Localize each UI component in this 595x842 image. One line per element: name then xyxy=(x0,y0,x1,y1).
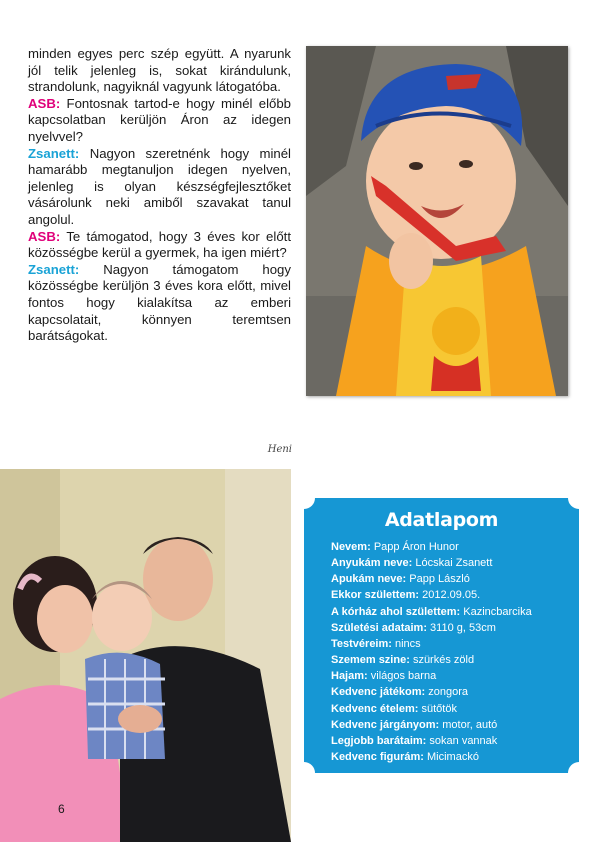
profile-field xyxy=(331,749,571,765)
author-signature: Heni xyxy=(267,444,292,455)
profile-field xyxy=(331,555,571,571)
baby-photo xyxy=(306,46,568,396)
profile-field xyxy=(331,620,571,636)
card-corner-notch xyxy=(568,487,590,509)
profile-field xyxy=(331,652,571,668)
field-label: Nevem: xyxy=(331,541,371,553)
profile-card xyxy=(304,498,579,773)
field-value: nincs xyxy=(395,637,421,650)
interview-answer xyxy=(28,146,291,229)
field-value: motor, autó xyxy=(442,718,498,731)
field-value: sokan vannak xyxy=(429,734,498,747)
field-label: Kedvenc figurám: xyxy=(331,751,424,764)
field-label: Apukám neve: xyxy=(331,573,407,586)
field-value: Papp László xyxy=(409,573,470,586)
card-corner-notch xyxy=(293,762,315,784)
field-value: Micimackó xyxy=(426,751,479,764)
field-label: Kedvenc ételem: xyxy=(331,702,419,715)
field-label: Anyukám neve: xyxy=(331,557,413,570)
speaker-label-asb: ASB: xyxy=(28,95,61,111)
profile-field xyxy=(331,539,571,555)
profile-field xyxy=(331,604,571,620)
profile-field xyxy=(331,733,571,749)
page-number: 6 xyxy=(58,802,65,816)
card-corner-notch xyxy=(568,762,590,784)
card-corner-notch xyxy=(293,487,315,509)
field-label: A kórház ahol születtem: xyxy=(331,605,461,618)
speaker-label-asb: ASB: xyxy=(28,228,61,244)
field-label: Legjobb barátaim: xyxy=(331,734,427,747)
field-value: Lócskai Zsanett xyxy=(415,557,493,570)
profile-field xyxy=(331,668,571,684)
field-label: Hajam: xyxy=(331,670,368,683)
profile-fields-list xyxy=(331,539,571,765)
field-label: Kedvenc játékom: xyxy=(331,686,426,699)
interview-question xyxy=(28,229,291,262)
field-value: zongora xyxy=(428,686,468,699)
interview-answer xyxy=(28,262,291,345)
field-value: 3110 g, 53cm xyxy=(430,621,496,634)
field-label: Kedvenc járgányom: xyxy=(331,718,440,731)
profile-field xyxy=(331,717,571,733)
interview-text xyxy=(28,46,291,345)
field-label: Szemem szine: xyxy=(331,654,410,667)
family-photo xyxy=(0,469,291,842)
field-value: Kazincbarcika xyxy=(463,605,532,618)
profile-card-title: Adatlapom xyxy=(384,509,499,531)
question-text: Te támogatod, hogy 3 éves kor előtt közösségbe kerül a gyermek, ha igen miért? xyxy=(28,228,291,261)
field-value: 2012.09.05. xyxy=(422,589,481,602)
interview-intro: minden egyes perc szép együtt. A nyarunk jól telik jelenleg is, sokat kirándulunk, strandolunk, nagyiknál vagyunk látogatóba. xyxy=(28,46,291,95)
field-value: világos barna xyxy=(370,670,437,683)
field-label: Ekkor születtem: xyxy=(331,589,420,602)
field-label: Testvéreim: xyxy=(331,637,392,650)
profile-field xyxy=(331,571,571,587)
question-text: Fontosnak tartod-e hogy minél előbb kapcsolatban kerüljön Áron az idegen nyelvvel? xyxy=(28,95,292,144)
profile-field xyxy=(331,636,571,652)
profile-field xyxy=(331,587,571,603)
profile-field xyxy=(331,701,571,717)
field-value: Papp Áron Hunor xyxy=(373,541,459,553)
field-value: sütőtök xyxy=(421,702,457,715)
speaker-label-zsanett: Zsanett: xyxy=(28,145,80,161)
field-value: szürkés zöld xyxy=(412,654,475,667)
profile-field xyxy=(331,684,571,700)
field-label: Születési adataim: xyxy=(331,621,427,634)
answer-text: Nagyon szeretnénk hogy minél hamarább megtanuljon idegen nyelven, jelenleg is olyan készségfejlesztőket vásárolunk neki amiből szavakat tanul angolul. xyxy=(28,145,291,227)
answer-text: Nagyon támogatom hogy közösségbe kerüljön 3 éves kora előtt, mivel fontos hogy kialakítsa az emberi kapcsolatait, könnyen teremtsen barátságokat. xyxy=(28,261,291,344)
speaker-label-zsanett: Zsanett: xyxy=(28,261,80,277)
interview-question xyxy=(28,96,291,146)
